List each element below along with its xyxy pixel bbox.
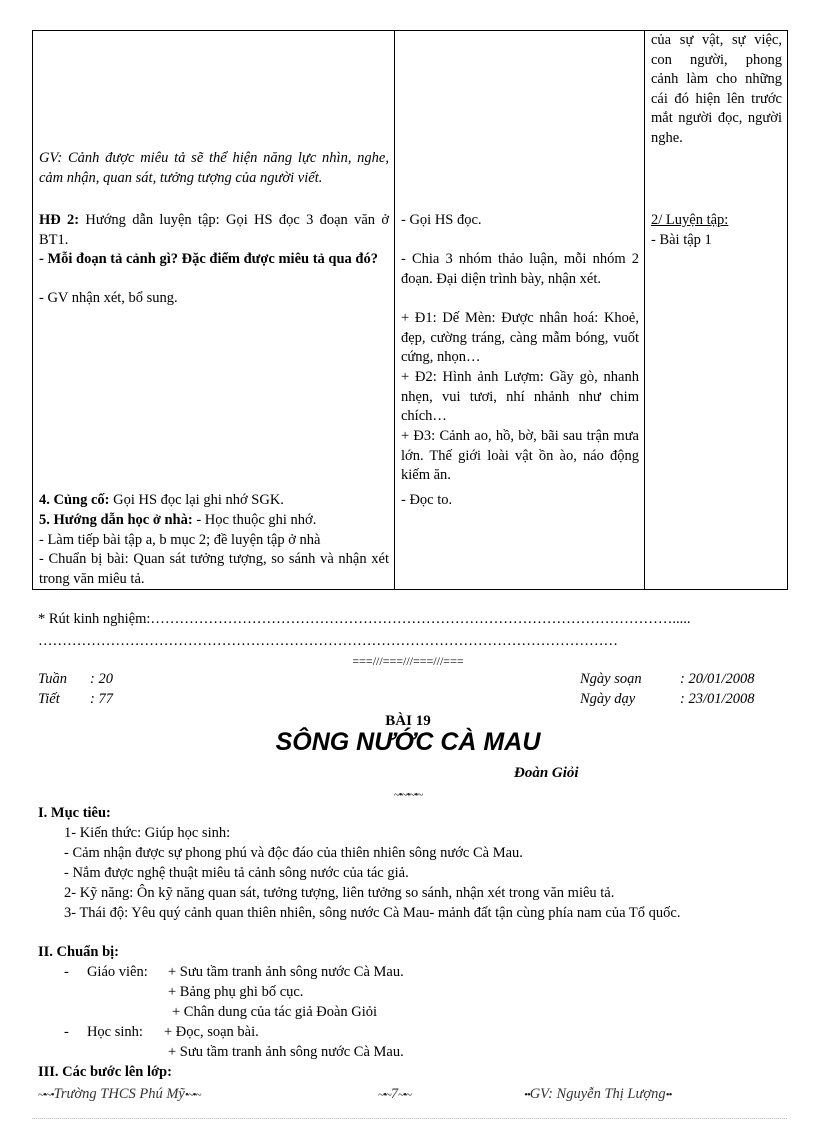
ornament-icon: •• bbox=[524, 1089, 530, 1101]
teacher-prep-item: + Sưu tầm tranh ảnh sông nước Cà Mau. bbox=[168, 964, 404, 980]
hd2-text: Hướng dẫn luyện tập: Gọi HS đọc 3 đoạn văn ở BT1. bbox=[39, 212, 389, 248]
homework-guide bbox=[39, 511, 389, 531]
footer-rule bbox=[32, 1118, 787, 1119]
hd2-label: HĐ 2: bbox=[39, 212, 80, 228]
week-label: Tuần bbox=[38, 671, 68, 687]
group-discussion: - Chia 3 nhóm thảo luận, mỗi nhóm 2 đoạn. Đại diện trình bày, nhận xét. bbox=[401, 251, 639, 287]
footer-page bbox=[378, 1085, 411, 1106]
separator: ===///===///===///=== bbox=[352, 654, 464, 668]
dotted-line: ………………………………………………………………………………………………..... bbox=[150, 611, 691, 627]
teach-date-label: Ngày dạy bbox=[580, 691, 636, 707]
teacher-review: - GV nhận xét, bổ sung. bbox=[39, 290, 178, 306]
ornament-icon: ~•~ bbox=[398, 1089, 411, 1101]
gv-note: GV: Cảnh được miêu tả sẽ thể hiện năng lực nhìn, nghe, cảm nhận, quan sát, tưởng tượng của người viết. bbox=[39, 150, 389, 186]
footer-teacher bbox=[524, 1085, 671, 1106]
experience-line bbox=[38, 610, 763, 630]
discussion-question: - Mỗi đoạn tả cảnh gì? Đặc điểm được miêu tả qua đó? bbox=[39, 251, 378, 267]
prep-date-value: : 20/01/2008 bbox=[680, 671, 755, 687]
hd2-instruction bbox=[39, 211, 389, 250]
prep-date-label: Ngày soạn bbox=[580, 671, 642, 687]
section-preparation-heading: II. Chuẩn bị: bbox=[38, 944, 119, 960]
lesson-number: BÀI 19 bbox=[385, 713, 431, 729]
exercise-item: - Bài tập 1 bbox=[651, 232, 712, 248]
author-name: Đoàn Giỏi bbox=[514, 765, 579, 781]
consolidation-label: 4. Củng cố: bbox=[39, 492, 110, 508]
section-steps-heading: III. Các bước lên lớp: bbox=[38, 1064, 172, 1080]
experience-label: * Rút kinh nghiệm: bbox=[38, 611, 151, 627]
practice-heading: 2/ Luyện tập: bbox=[651, 212, 729, 228]
objective-item: - Cảm nhận được sự phong phú và độc đáo của thiên nhiên sông nước Cà Mau. bbox=[64, 845, 523, 861]
objective-item: 2- Kỹ năng: Ôn kỹ năng quan sát, tưởng tượng, liên tưởng so sánh, nhận xét trong văn miêu tả. bbox=[64, 885, 615, 901]
consolidation bbox=[39, 491, 389, 511]
ornament-icon: ~•~• bbox=[38, 1089, 54, 1101]
footer-school bbox=[38, 1085, 200, 1106]
week-value: : 20 bbox=[90, 671, 113, 687]
student-prep-label: - Học sinh: bbox=[64, 1024, 143, 1040]
teach-date-value: : 23/01/2008 bbox=[680, 691, 755, 707]
definition-text: của sự vật, sự việc, con người, phong cảnh làm cho những cái đó hiện lên trước mắt người đọc, người nghe. bbox=[651, 32, 782, 146]
period-label: Tiết bbox=[38, 691, 60, 707]
objective-item: 1- Kiến thức: Giúp học sinh: bbox=[64, 825, 231, 841]
student-prep-item: + Đọc, soạn bài. bbox=[164, 1024, 259, 1040]
ornament-icon: •~•~ bbox=[184, 1089, 201, 1101]
ornament-icon: ~•~ bbox=[378, 1089, 391, 1101]
teacher-prep-label: - Giáo viên: bbox=[64, 964, 148, 980]
read-aloud: - Đọc to. bbox=[401, 492, 453, 508]
lesson-plan-table bbox=[32, 30, 788, 590]
homework-label: 5. Hướng dẫn học ở nhà: bbox=[39, 512, 193, 528]
consolidation-text: Gọi HS đọc lại ghi nhớ SGK. bbox=[109, 492, 284, 508]
student-read: - Gọi HS đọc. bbox=[401, 212, 482, 228]
student-prep-item: + Sưu tầm tranh ảnh sông nước Cà Mau. bbox=[168, 1044, 404, 1060]
homework-item: - Chuẩn bị bài: Quan sát tưởng tượng, so sánh và nhận xét trong văn miêu tả. bbox=[39, 551, 389, 587]
ornament-icon: •• bbox=[665, 1089, 672, 1101]
answer-paragraph-3: + Đ3: Cảnh ao, hồ, bờ, bãi sau trận mưa lớn. Thế giới loài vật ồn ào, náo động kiếm ăn. bbox=[401, 428, 639, 483]
teacher-name: GV: Nguyễn Thị Lượng bbox=[529, 1086, 666, 1102]
dotted-line: ………………………………………………………………………………………………………… bbox=[38, 633, 618, 649]
objective-item: - Nắm được nghệ thuật miêu tả cảnh sông nước của tác giả. bbox=[64, 865, 409, 881]
teacher-activity-column bbox=[33, 31, 395, 590]
student-activity-column bbox=[395, 31, 645, 590]
page-number: 7 bbox=[390, 1086, 399, 1102]
objective-item: 3- Thái độ: Yêu quý cảnh quan thiên nhiên, sông nước Cà Mau- mảnh đất tận cùng phía nam của Tổ quốc. bbox=[64, 905, 681, 921]
lesson-title: SÔNG NƯỚC CÀ MAU bbox=[275, 728, 541, 756]
divider-ornament: ~•~•~•~ bbox=[393, 789, 423, 801]
teacher-prep-item: + Bảng phụ ghi bố cục. bbox=[168, 984, 304, 1000]
content-column bbox=[645, 31, 788, 590]
answer-paragraph-2: + Đ2: Hình ảnh Lượm: Gầy gò, nhanh nhẹn, vui tươi, nhí nhảnh như chim chích… bbox=[401, 369, 639, 424]
section-objectives-heading: I. Mục tiêu: bbox=[38, 805, 111, 821]
homework-text: - Học thuộc ghi nhớ. bbox=[192, 512, 317, 528]
answer-paragraph-1: + Đ1: Dế Mèn: Được nhân hoá: Khoẻ, đẹp, cường tráng, càng mẫm bóng, vuốt cứng, nhọn… bbox=[401, 310, 639, 365]
homework-item: - Làm tiếp bài tập a, b mục 2; đề luyện tập ở nhà bbox=[39, 532, 321, 548]
school-name: Trường THCS Phú Mỹ bbox=[53, 1086, 185, 1102]
teacher-prep-item: + Chân dung của tác giả Đoàn Giỏi bbox=[172, 1004, 378, 1020]
period-value: : 77 bbox=[90, 691, 113, 707]
